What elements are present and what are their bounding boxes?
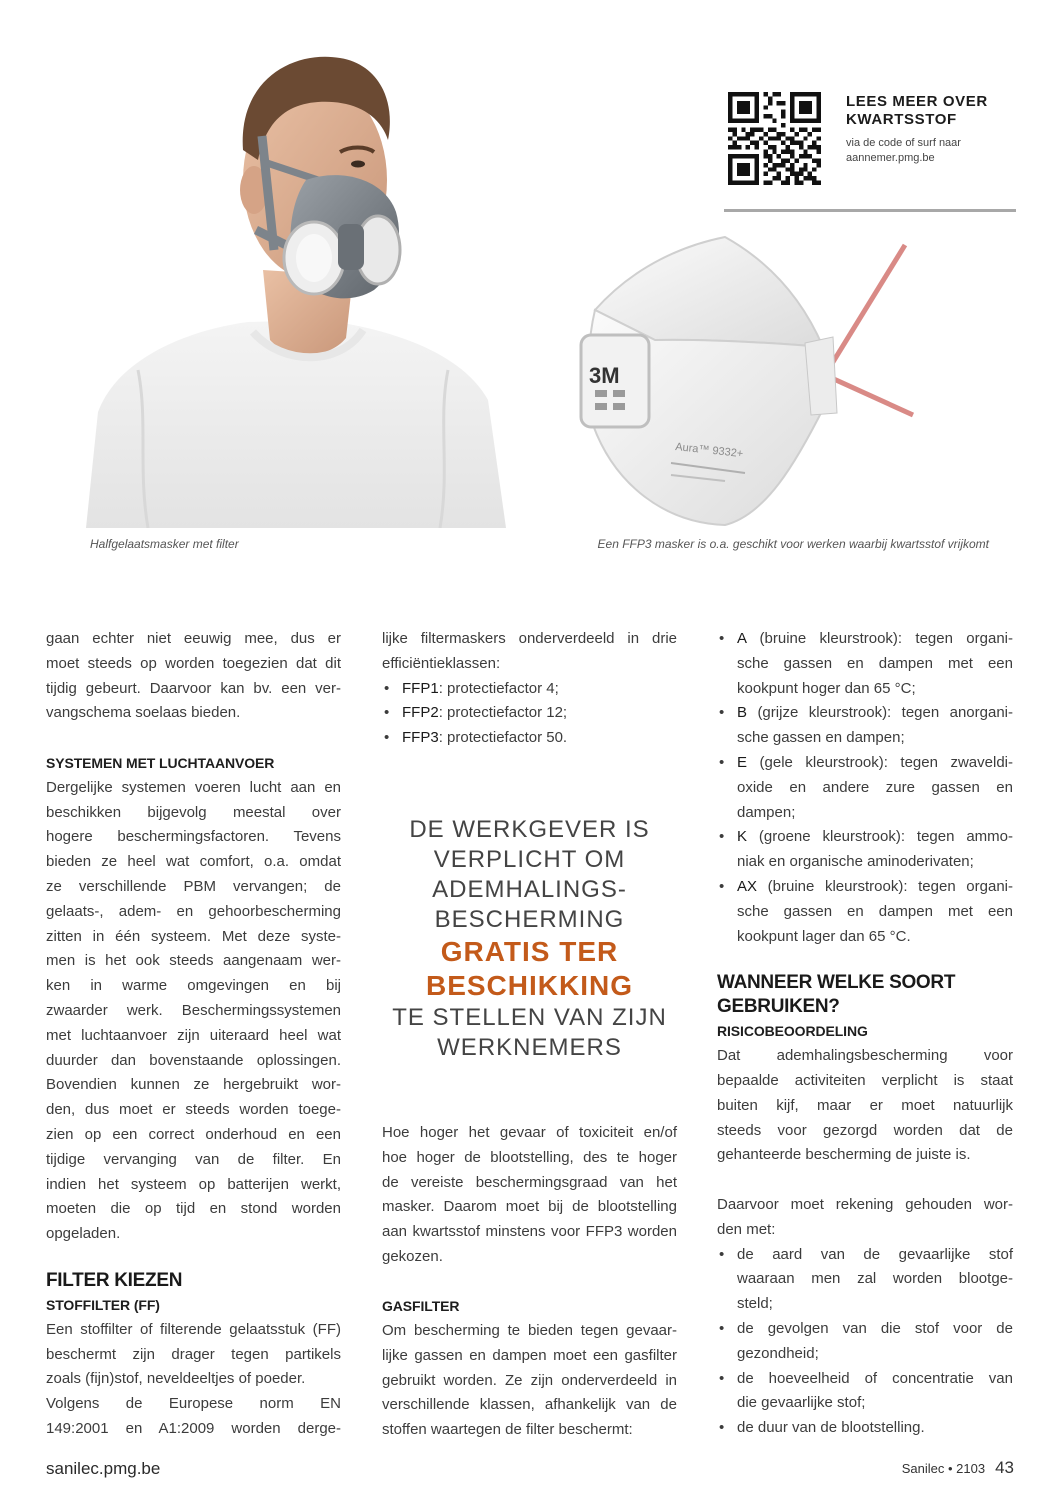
heading-when-which: WANNEER WELKE SOORT bbox=[717, 972, 956, 994]
quote-highlight: BESCHIKKING bbox=[425, 970, 633, 1001]
list-item: • A (bruine kleurstrook): tegen organi- sche gassen en dampen met een kookpunt hoger dan 65 °C; bbox=[717, 627, 1013, 701]
air-supply-paragraph: Dergelijke systemen voeren lucht aan en beschikken bijgevolg meestal over hogere beschermingsfactoren. Tevens bieden ze heel wat comfort, o.a. omdat ze verschillende PBM vervangen; de gelaats-, adem- en gehoorbescherming zitten in één systeem. Met deze syste- men is het ook steeds aangenaam wer- ken in warme omgevingen en bij zwaarder werk. Beschermingssystemen met luchtaanvoer zijn uiteraard heel wat duurder dan bovenstaande oplossingen. Bovendien kunnen ze hergebruikt wor- den, dus moet er steeds worden toege- zien op een correct onderhoud en een tijdige vervanging van de filter. En indien het systeem op batterijen werkt, moeten die op tijd en stond worden opgeladen. bbox=[46, 778, 341, 1243]
mask-brand-label: 3M bbox=[589, 363, 620, 388]
list-item: • FFP1: protectiefactor 4; bbox=[382, 677, 677, 702]
list-item: • de duur van de blootstelling. bbox=[717, 1416, 1013, 1441]
subheading-risk-assessment: RISICOBEOORDELING bbox=[717, 1023, 868, 1040]
footer-site-link[interactable]: sanilec.pmg.be bbox=[46, 1459, 161, 1478]
pull-quote: DE WERKGEVER IS VERPLICHT OM ADEMHALINGS- BESCHERMING GRATIS TER BESCHIKKING TE STELLEN VAN ZIJN WERKNEMERS bbox=[382, 815, 677, 1063]
gas-class-list bbox=[717, 627, 1013, 949]
gas-filter-paragraph: Om bescherming te bieden tegen gevaar- lijke gassen en dampen moet een gasfilter gebruikt worden. Ze zijn onderverdeeld in verschillende klassen, afhankelijk van de stoffen waartegen de filter beschermt: bbox=[382, 1321, 677, 1439]
list-item: • de aard van de gevaarlijke stof waaraan men zal worden blootge- steld; bbox=[717, 1243, 1013, 1317]
caption-ffp3: Een FFP3 masker is o.a. geschikt voor werken waarbij kwartsstof vrijkomt bbox=[597, 537, 989, 551]
subheading-gas-filter: GASFILTER bbox=[382, 1298, 460, 1315]
list-item: • K (groene kleurstrook): tegen ammo- niak en organische aminoderivaten; bbox=[717, 825, 1013, 875]
list-item: • FFP3: protectiefactor 50. bbox=[382, 726, 677, 751]
list-item: • de gevolgen van die stof voor de gezondheid; bbox=[717, 1317, 1013, 1367]
list-item: • FFP2: protectiefactor 12; bbox=[382, 701, 677, 726]
column-3 bbox=[717, 627, 1013, 1441]
qr-code-icon[interactable] bbox=[728, 92, 821, 185]
risk-paragraph: Hoe hoger het gevaar of toxiciteit en/of hoe hoger de blootstelling, des te hoger de vereiste beschermingsgraad van het masker. Daarom moet bij de blootstelling aan kwartsstof minstens voor FFP3 worden gekozen. bbox=[382, 1123, 677, 1265]
half-mask-illustration bbox=[78, 40, 508, 528]
efficiency-intro: lijke filtermaskers onderverdeeld in drie efficiëntieklassen: bbox=[382, 630, 677, 672]
page-number: 43 bbox=[995, 1458, 1014, 1477]
ffp3-mask-illustration bbox=[575, 225, 1000, 535]
column-1 bbox=[46, 627, 341, 1442]
subheading-dust-filter: STOFFILTER (FF) bbox=[46, 1296, 160, 1313]
intro-paragraph: gaan echter niet eeuwig mee, dus er moet steeds op worden toegezien dat dit tijdig gebeurt. Daarvoor kan bv. een ver- vangschema soelaas bieden. bbox=[46, 630, 341, 722]
list-item: • B (grijze kleurstrook): tegen anorgani- sche gassen en dampen; bbox=[717, 701, 1013, 751]
photo-ffp3-mask bbox=[575, 225, 1000, 535]
qr-title: LEES MEER OVER KWARTSSTOF bbox=[846, 93, 988, 128]
ffp-class-list bbox=[382, 677, 677, 751]
mask-model-label: Aura™ 9332+ bbox=[674, 441, 744, 461]
issue-label: Sanilec • 2103 bbox=[901, 1461, 986, 1476]
qr-divider bbox=[724, 209, 1016, 212]
list-item: • de hoeveelheid of concentratie van die gevaarlijke stof; bbox=[717, 1367, 1013, 1417]
heading-when-which-2: GEBRUIKEN? bbox=[717, 996, 840, 1018]
quote-highlight: GRATIS TER bbox=[440, 936, 619, 967]
qr-link[interactable]: aannemer.pmg.be bbox=[846, 152, 935, 164]
risk-assessment-paragraph: Dat ademhalingsbescherming voor bepaalde activiteiten verplicht is staat buiten kijf, maar er moet natuurlijk steeds voor gezorgd worden dat de gehanteerde bescherming de juiste is. bbox=[717, 1047, 1013, 1164]
account-paragraph: Daarvoor moet rekening gehouden wor- den met: bbox=[717, 1195, 1013, 1238]
photo-half-mask bbox=[78, 40, 508, 528]
list-item: • E (gele kleurstrook): tegen zwaveldi- oxide en andere zure gassen en dampen; bbox=[717, 751, 1013, 825]
subheading-air-supply: SYSTEMEN MET LUCHTAANVOER bbox=[46, 754, 275, 771]
list-item: • AX (bruine kleurstrook): tegen organi- sche gassen en dampen met een kookpunt lager dan 65 °C. bbox=[717, 875, 1013, 949]
footer-issue bbox=[902, 1458, 1014, 1478]
dust-filter-paragraph: Een stoffilter of filterende gelaatsstuk (FF) beschermt zijn drager tegen partikels zoals (fijn)stof, neveldeeltjes of poeder. Volgens de Europese norm EN 149:2001 en A1:2009 worden derge- bbox=[46, 1320, 341, 1437]
caption-half-mask: Halfgelaatsmasker met filter bbox=[90, 537, 239, 551]
heading-filter-choice: FILTER KIEZEN bbox=[46, 1269, 183, 1291]
checklist bbox=[717, 1243, 1013, 1441]
qr-note: via de code of surf naar aannemer.pmg.be bbox=[846, 136, 996, 166]
